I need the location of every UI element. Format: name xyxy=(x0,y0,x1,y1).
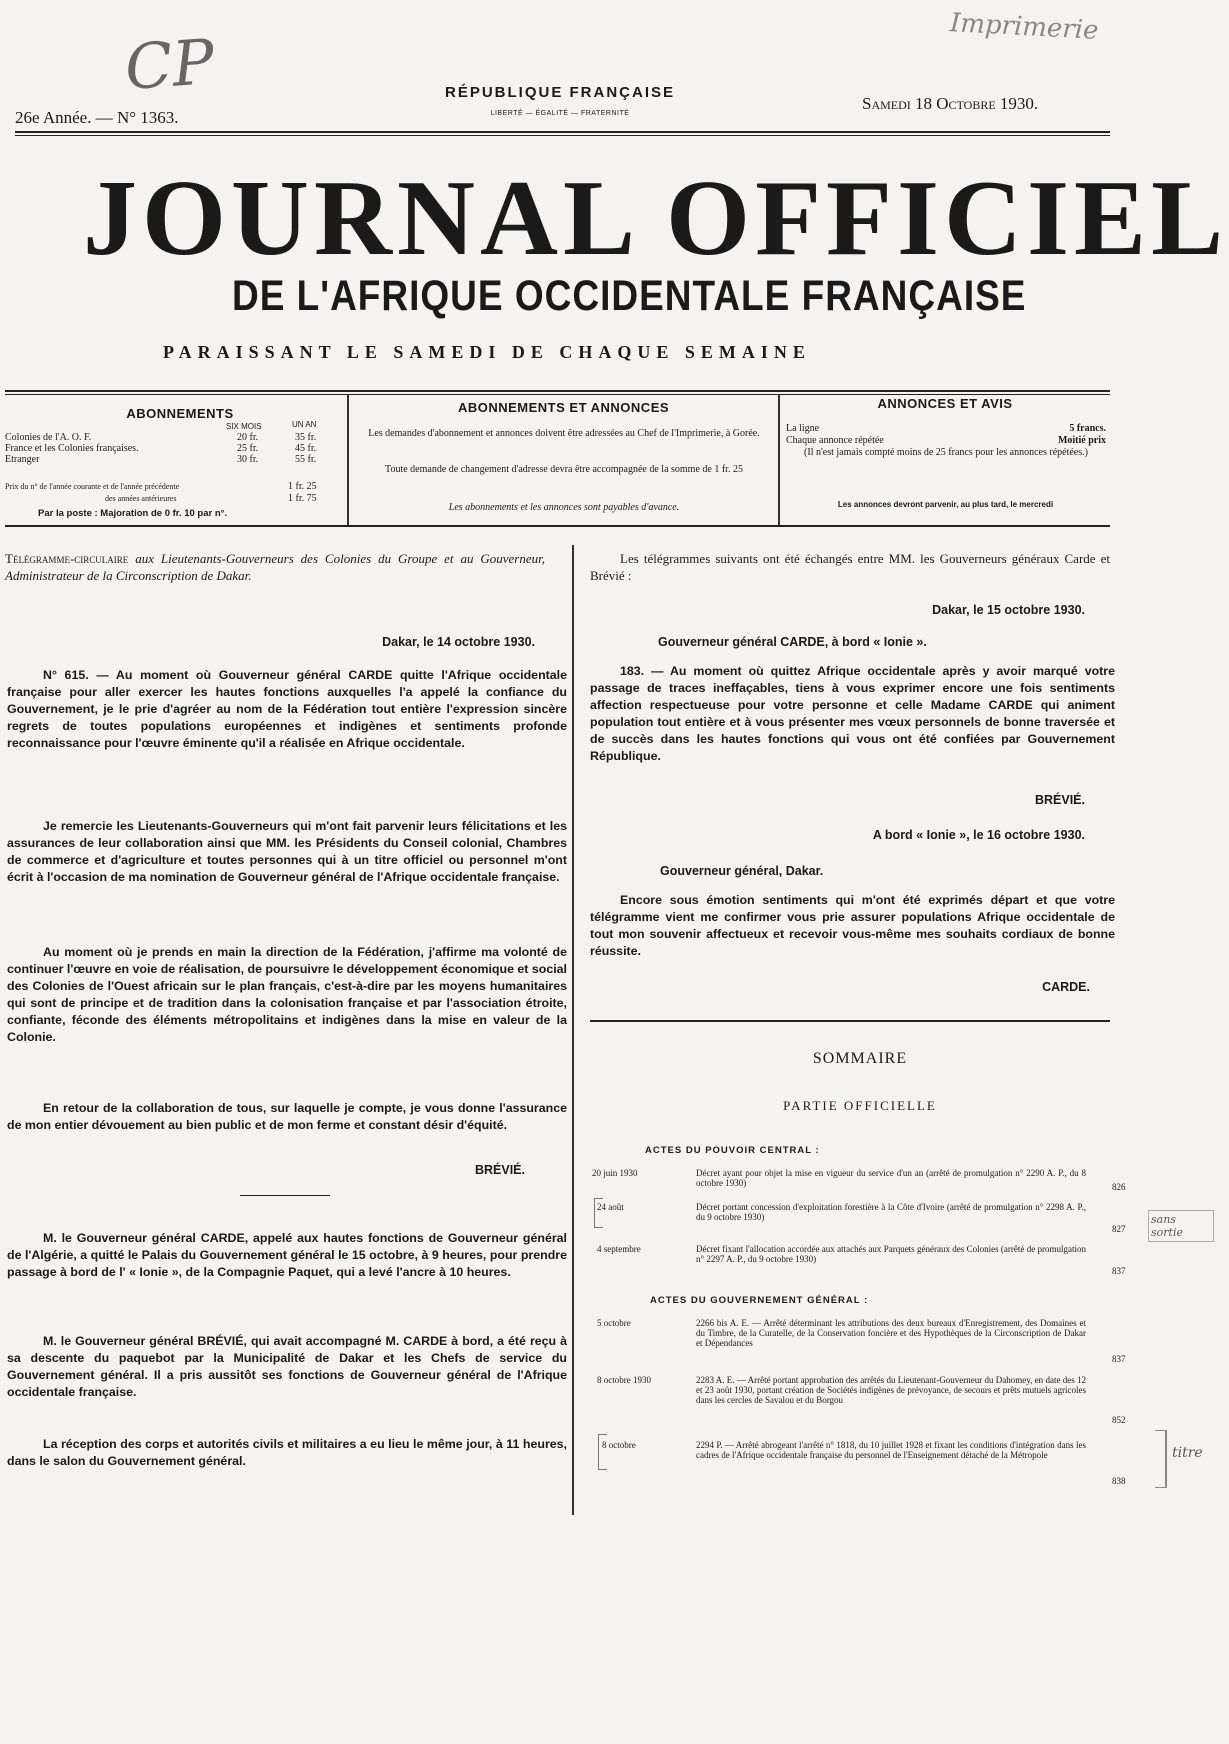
circular-p3: Au moment où je prends en main la direction de la Fédération, j'affirme ma volonté de continuer l'œuvre en voie de réalisation, de poursuivre le développement économique et social des Colonies de l'Ouest africain sur le plan français, c'est-à-dire par les moyens humanitaires qui sont de principe et de tradition dans la colonisation française et par l'association étroite, confiante, féconde des éléments métropolitains et indigènes dans la mise en valeur de la Colonie. xyxy=(7,945,567,1044)
telegram2-signature: CARDE. xyxy=(1042,980,1090,994)
ads-line-label: La ligne xyxy=(786,423,820,434)
box-divider-2 xyxy=(778,394,780,525)
telegram2-addressee: Gouverneur général, Dakar. xyxy=(660,864,824,878)
sub-row-label: Colonies de l'A. O. F. xyxy=(5,432,92,443)
motto: LIBERTÉ — ÉGALITÉ — FRATERNITÉ xyxy=(490,110,630,117)
sub-row-label: Etranger xyxy=(5,454,40,465)
entry-text: Décret portant concession d'exploitation forestière à la Côte d'Ivoire (arrêté de promulgation n° 2298 A. P., du 9 octobre 1930) xyxy=(696,1202,1086,1222)
subscriptions-header: ABONNEMENTS xyxy=(126,406,234,421)
entry-date: 20 juin 1930 xyxy=(592,1168,638,1178)
sommaire-section2: ACTES DU GOUVERNEMENT GÉNÉRAL : xyxy=(650,1295,869,1306)
circular-p1: N° 615. — Au moment où Gouverneur général CARDE quitte l'Afrique occidentale française pour aller exercer les hautes fonctions auxquelles l'a appelé la confiance du Gouvernement, je le prie d'agréer au nom de la Fédération tout entière l'expression sincère regrets de toutes populations européennes et indigènes et sentiments profonde reconnaissance pour l'œuvre éminente qu'il a réalisée en Afrique occidentale. xyxy=(7,668,567,750)
entry-page: 827 xyxy=(1112,1224,1126,1234)
notice-p6: M. le Gouverneur général BRÉVIÉ, qui avait accompagné M. CARDE à bord, a été reçu à sa descente du paquebot par la Municipalité de Dakar et les Chefs de service du Gouvernement général. Il a pris aussitôt ses fonctions de Gouverneur général de l'Afrique occidentale française. xyxy=(7,1334,567,1399)
sub-row-six: 25 fr. xyxy=(237,443,259,454)
ads-repeat-label: Chaque annonce répétée xyxy=(786,435,884,446)
sommaire-rule xyxy=(590,1020,1110,1022)
ads-line-value: 5 francs. xyxy=(1069,423,1106,434)
middle-box-p1: Les demandes d'abonnement et annonces doivent être adressées au Chef de l'Imprimerie, à Gorée. xyxy=(368,428,760,439)
notice-p7: La réception des corps et autorités civils et militaires a eu lieu le même jour, à 11 heures, dans le salon du Gouvernement général. xyxy=(7,1437,567,1468)
sub-row-etranger xyxy=(5,454,330,465)
price-old-label: des années antérieures xyxy=(105,494,177,503)
circular-intro-text: aux Lieutenants-Gouverneurs des Colonies du Groupe et au Gouverneur, Administrateur de la Circonscription de Dakar. xyxy=(5,551,545,583)
sommaire-part: PARTIE OFFICIELLE xyxy=(783,1098,937,1113)
masthead-rule-top-thin xyxy=(15,135,1110,136)
circular-intro-label: Télégramme-circulaire xyxy=(5,551,129,566)
entry-page: 837 xyxy=(1112,1354,1126,1364)
boxes-rule-top xyxy=(5,390,1110,392)
boxes-rule-bottom xyxy=(5,525,1110,527)
telegram2-dateline: A bord « Ionie », le 16 octobre 1930. xyxy=(872,828,1085,842)
col-one-year: UN AN xyxy=(292,420,317,429)
issue-date: Samedi 18 Octobre 1930. xyxy=(862,94,1039,113)
sub-row-year: 45 fr. xyxy=(295,443,317,454)
price-old-value: 1 fr. 75 xyxy=(288,493,317,504)
handwritten-annotation-cp: CP xyxy=(122,24,217,105)
entry-text: 2266 bis A. E. — Arrêté déterminant les attributions des deux bureaux d'Enregistrement, des Domaines et du Timbre, de la Curatelle, de la Conservation foncière et des Hypothèques de la Circonscription de Dakar et Dépendances xyxy=(696,1318,1086,1348)
margin-bracket-right xyxy=(1155,1430,1167,1488)
sub-row-year: 55 fr. xyxy=(295,454,317,465)
price-current-value: 1 fr. 25 xyxy=(288,481,317,492)
journal-tagline: PARAISSANT LE SAMEDI DE CHAQUE SEMAINE xyxy=(163,342,811,362)
margin-bracket xyxy=(594,1198,603,1228)
ads-deadline: Les annonces devront parvenir, au plus tard, le mercredi xyxy=(837,500,1054,509)
notice-p5: M. le Gouverneur général CARDE, appelé aux hautes fonctions de Gouverneur général de l'Algérie, a quitté le Palais du Gouvernement général le 15 octobre, à 9 heures, pour prendre passage à bord de l' « Ionie », de la Compagnie Paquet, qui a levé l'ancre à 10 heures. xyxy=(7,1231,567,1279)
handwritten-annotation-imprimerie: Imprimerie xyxy=(949,8,1100,46)
circular-p4: En retour de la collaboration de tous, sur laquelle je compte, je vous donne l'assurance de mon entier dévouement au bien public et de mon ferme et constant désir d'équité. xyxy=(7,1101,567,1132)
price-current-label: Prix du n° de l'année courante et de l'année précédente xyxy=(5,482,180,491)
telegram2-text: Encore sous émotion sentiments qui m'ont été exprimés départ et que votre télégramme vient me confirmer vous prie assurer populations Afrique occidentale de tout mon souvenir affectueux et recevoir vous-même mes souhaits cordiaux de bonne réussite. xyxy=(590,893,1115,958)
journal-subtitle: DE L'AFRIQUE OCCIDENTALE FRANÇAISE xyxy=(232,272,1027,320)
ads-repeat-price xyxy=(786,435,1106,446)
journal-title: JOURNAL OFFICIEL xyxy=(83,159,1229,278)
telegrams-intro: Les télégrammes suivants ont été échangés entre MM. les Gouverneurs généraux Carde et Brévié : xyxy=(590,551,1110,583)
left-separator xyxy=(240,1195,330,1196)
circular-p2: Je remercie les Lieutenants-Gouverneurs qui m'ont fait parvenir leurs félicitations et les assurances de leur collaboration ainsi que MM. les Présidents du Conseil colonial, Chambres de commerce et d'agriculture et toutes personnes qui à un titre officiel ou personnel m'ont écrit à l'occasion de ma nomination de Gouverneur général de l'Afrique occidentale française. xyxy=(7,819,567,884)
post-surcharge: Par la poste : Majoration de 0 fr. 10 par n°. xyxy=(38,508,228,519)
telegram1-text: 183. — Au moment où quittez Afrique occidentale après y avoir marqué votre passage de traces ineffaçables, tiens à vous exprimer encore une fois sentiments affection respectueuse pour votre personne et celle Madame CARDE qui animent population tout entière et à vous présenter mes vœux personnels de bonne traversée et de succès dans les hautes fonctions qui vous ont été confiées par Gouvernement République. xyxy=(590,664,1115,763)
republic-label: RÉPUBLIQUE FRANÇAISE xyxy=(444,84,675,101)
entry-page: 837 xyxy=(1112,1266,1126,1276)
entry-page: 838 xyxy=(1112,1476,1126,1486)
middle-box-p3: Les abonnements et les annonces sont payables d'avance. xyxy=(448,502,680,513)
entry-date: 5 octobre xyxy=(597,1318,631,1328)
entry-date: 8 octobre 1930 xyxy=(597,1375,651,1385)
entry-text: Décret ayant pour objet la mise en vigueur du service d'un an (arrêté de promulgation n° 2290 A. P., du 8 octobre 1930) xyxy=(696,1168,1086,1188)
sub-row-six: 20 fr. xyxy=(237,432,259,443)
margin-bracket xyxy=(598,1434,607,1470)
ads-repeat-value: Moitié prix xyxy=(1057,435,1106,446)
entry-date: 4 septembre xyxy=(597,1244,641,1254)
telegram1-dateline: Dakar, le 15 octobre 1930. xyxy=(932,603,1085,617)
entry-text: 2294 P. — Arrêté abrogeant l'arrêté n° 1818, du 10 juillet 1928 et fixant les conditions d'intégration dans les cadres de l'Afrique occidentale française du personnel de l'Enseignement détaché de la Métropole xyxy=(696,1440,1086,1460)
ads-box-header: ANNONCES ET AVIS xyxy=(877,396,1013,411)
circular-signature: BRÉVIÉ. xyxy=(474,1163,525,1177)
price-old xyxy=(5,494,335,503)
issue-number: 26e Année. — N° 1363. xyxy=(15,108,179,127)
entry-page: 826 xyxy=(1112,1182,1126,1192)
middle-box-header: ABONNEMENTS ET ANNONCES xyxy=(457,400,670,415)
entry-date: 8 octobre xyxy=(602,1440,636,1450)
entry-text: Décret fixant l'allocation accordée aux attachés aux Parquets généraux des Colonies (arrêté de promulgation n° 2297 A. P., du 9 octobre 1930) xyxy=(696,1244,1086,1264)
entry-date: 24 août xyxy=(597,1202,624,1212)
entry-text: 2283 A. E. — Arrêté portant approbation des arrêtés du Lieutenant-Gouverneur du Dahomey, en date des 12 et 23 août 1930, portant création de Sociétés indigènes de prévoyance, de secours et prêts mutuels agricoles dans les cercles de Savalou et du Borgou xyxy=(696,1375,1086,1405)
price-current xyxy=(5,482,335,491)
sub-row-france xyxy=(5,443,330,454)
sub-row-year: 35 fr. xyxy=(295,432,317,443)
margin-note-sans-sortie: sans sortie xyxy=(1148,1210,1214,1242)
telegram1-signature: BRÉVIÉ. xyxy=(1034,793,1085,807)
col-six-months: SIX MOIS xyxy=(226,422,262,431)
ads-note: (Il n'est jamais compté moins de 25 francs pour les annonces répétées.) xyxy=(804,447,1088,458)
telegram1-addressee: Gouverneur général CARDE, à bord « Ionie ». xyxy=(658,635,927,649)
sommaire-section1: ACTES DU POUVOIR CENTRAL : xyxy=(645,1145,820,1156)
sub-row-six: 30 fr. xyxy=(237,454,259,465)
margin-note-titre: titre xyxy=(1172,1445,1203,1461)
circular-dateline: Dakar, le 14 octobre 1930. xyxy=(382,635,535,649)
column-divider xyxy=(572,545,574,1515)
masthead-rule-top xyxy=(15,131,1110,133)
middle-box-p2: Toute demande de changement d'adresse devra être accompagnée de la somme de 1 fr. 25 xyxy=(385,464,743,475)
boxes-rule-top-thin xyxy=(5,394,1110,395)
sub-row-aof xyxy=(5,432,330,443)
entry-page: 852 xyxy=(1112,1415,1126,1425)
sommaire-title: SOMMAIRE xyxy=(812,1050,908,1067)
circular-intro xyxy=(5,550,545,584)
sub-row-label: France et les Colonies françaises. xyxy=(5,443,139,454)
ads-line-price xyxy=(786,423,1106,434)
